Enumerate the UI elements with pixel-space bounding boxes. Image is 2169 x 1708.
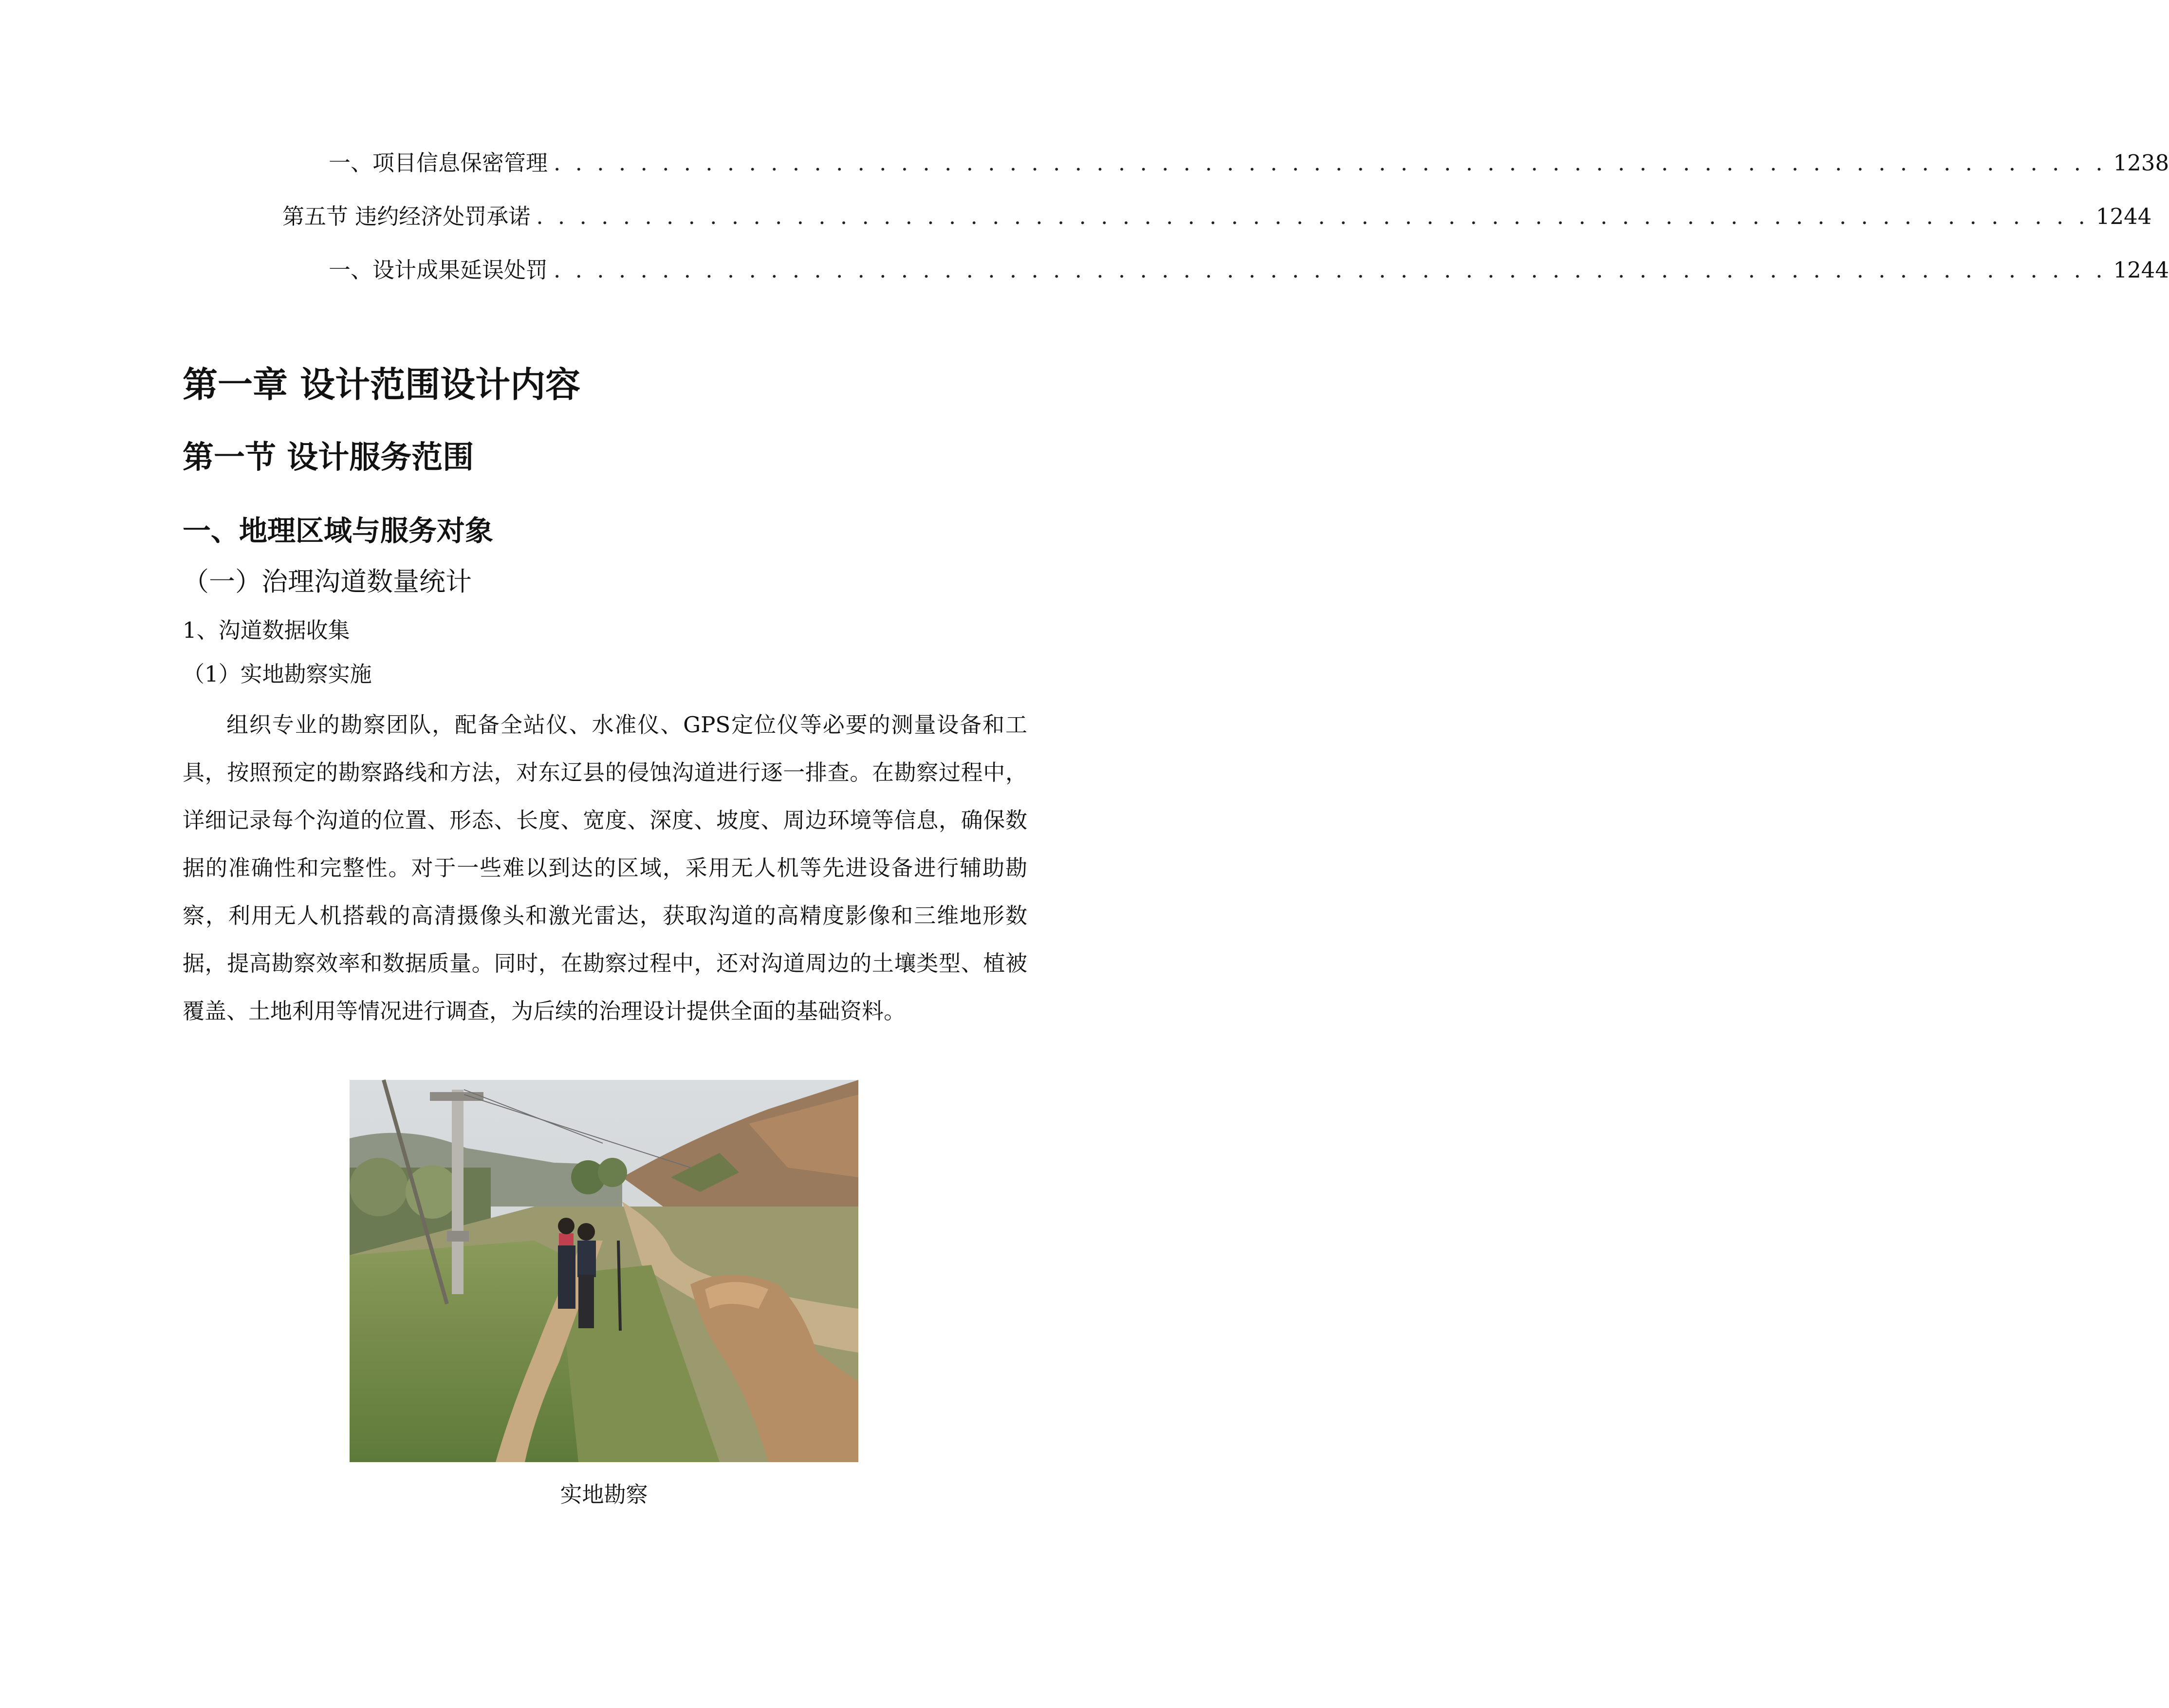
toc-entry-number: 一、 — [329, 257, 373, 283]
toc-leader-dots: . . . . . . . . . . . . . . . . . . . . . . . . . . . . . . . . . . . . . . . . . . . . . . . . . . . . . . . . . . . . . . . . . . . . . . . . — [536, 204, 2089, 229]
photo-caption: 实地勘察 — [560, 1482, 648, 1507]
field-survey-photo — [350, 1080, 858, 1462]
subsection-title: 一、地理区域与服务对象 — [183, 514, 494, 547]
toc-entry-page: 1244 — [2095, 204, 2152, 229]
toc-entry[interactable] — [329, 253, 2169, 287]
chapter-title: 第一章 设计范围设计内容 — [183, 364, 581, 405]
toc-entry-page: 1238 — [2113, 150, 2169, 176]
toc-entry[interactable] — [329, 146, 2169, 180]
toc-entry-title: 第五节 违约经济处罚承诺 — [282, 204, 531, 229]
toc-leader-dots: . . . . . . . . . . . . . . . . . . . . . . . . . . . . . . . . . . . . . . . . . . . . . . . . . . . . . . . . . . . . . . . . . . . . . . . . — [554, 257, 2107, 283]
body-paragraph: 组织专业的勘察团队，配备全站仪、水准仪、GPS定位仪等必要的测量设备和工具，按照预定的勘察路线和方法，对东辽县的侵蚀沟道进行逐一排查。在勘察过程中，详细记录每个沟道的位置、形态、长度、宽度、深度、坡度、周边环境等信息，确保数据的准确性和完整性。对于一些难以到达的区域，采用无人机等先进设备进行辅助勘察，利用无人机搭载的高清摄像头和激光雷达，获取沟道的高精度影像和三维地形数据，提高勘察效率和数据质量。同时，在勘察过程中，还对沟道周边的土壤类型、植被覆盖、土地利用等情况进行调查，为后续的治理设计提供全面的基础资料。 — [183, 712, 1027, 1024]
section-title: 第一节 设计服务范围 — [183, 440, 474, 476]
toc-entry-title: 设计成果延误处罚 — [372, 257, 548, 283]
toc-entry-number: 一、 — [329, 150, 373, 176]
toc-entry-page: 1244 — [2113, 257, 2169, 283]
sub-item-heading: （1）实地勘察实施 — [183, 661, 372, 687]
toc-entry[interactable] — [282, 200, 2152, 234]
toc-leader-dots: . . . . . . . . . . . . . . . . . . . . . . . . . . . . . . . . . . . . . . . . . . . . . . . . . . . . . . . . . . . . . . . . . . . . . . . . — [554, 150, 2107, 176]
sub-subsection-title: （一）治理沟道数量统计 — [183, 566, 472, 597]
item-heading: 1、沟道数据收集 — [183, 617, 350, 643]
toc-entry-title: 项目信息保密管理 — [372, 150, 548, 176]
